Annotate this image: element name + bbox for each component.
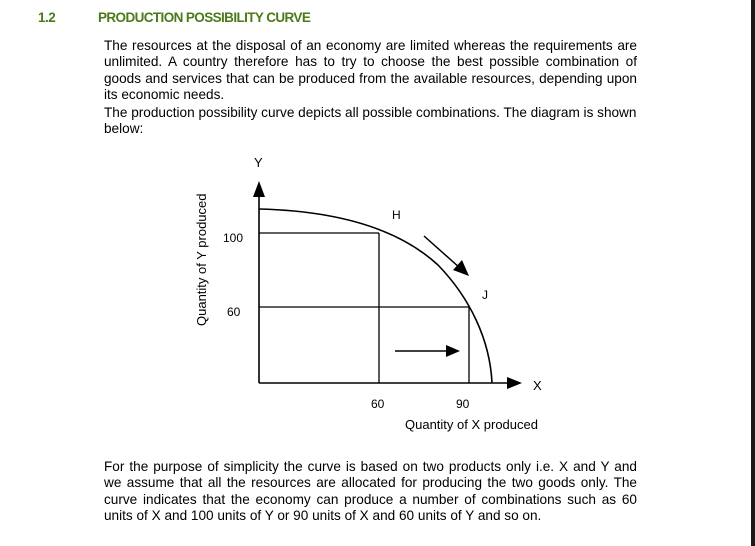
production-possibility-curve xyxy=(259,209,492,383)
movement-arrowhead xyxy=(453,260,469,276)
y-axis-letter: Y xyxy=(254,155,263,170)
x-axis-letter: X xyxy=(533,378,542,393)
x-tick-60: 60 xyxy=(371,397,385,411)
x-tick-90: 90 xyxy=(456,397,470,411)
x-axis-arrowhead xyxy=(507,377,522,389)
point-h-label: H xyxy=(392,208,401,222)
page-edge-border xyxy=(751,0,755,546)
intro-paragraph xyxy=(104,38,637,104)
y-tick-60: 60 xyxy=(227,305,241,319)
horizontal-arrowhead xyxy=(446,345,460,357)
intro-paragraph-2 xyxy=(104,105,637,138)
closing-paragraph xyxy=(104,459,637,525)
intro-paragraph-text: The resources at the disposal of an economy are limited whereas the requirements are unlimited. A country therefore has to try to choose the best possible combination of goods and services that can be produced from the available resources, depending upon its economic needs. xyxy=(104,38,637,103)
point-j-label: J xyxy=(482,288,488,302)
intro-paragraph-2-text: The production possibility curve depicts all possible combinations. The diagram is shown below: xyxy=(104,105,637,137)
x-axis-label: Quantity of X produced xyxy=(405,417,538,432)
y-axis-label: Quantity of Y produced xyxy=(194,193,209,326)
y-tick-100: 100 xyxy=(223,231,244,245)
movement-arrow-line xyxy=(424,236,460,268)
section-title: PRODUCTION POSSIBILITY CURVE xyxy=(98,10,311,25)
closing-paragraph-text: For the purpose of simplicity the curve is based on two products only i.e. X and Y and we assume that all the resources are allocated for producing the two goods only. The curve indicates that the economy can produce a number of combinations such as 60 units of X and 100 units of Y or 90 units of X and 60 units of Y and so on. xyxy=(104,459,637,524)
section-number: 1.2 xyxy=(38,10,56,25)
y-axis-arrowhead xyxy=(253,181,265,197)
